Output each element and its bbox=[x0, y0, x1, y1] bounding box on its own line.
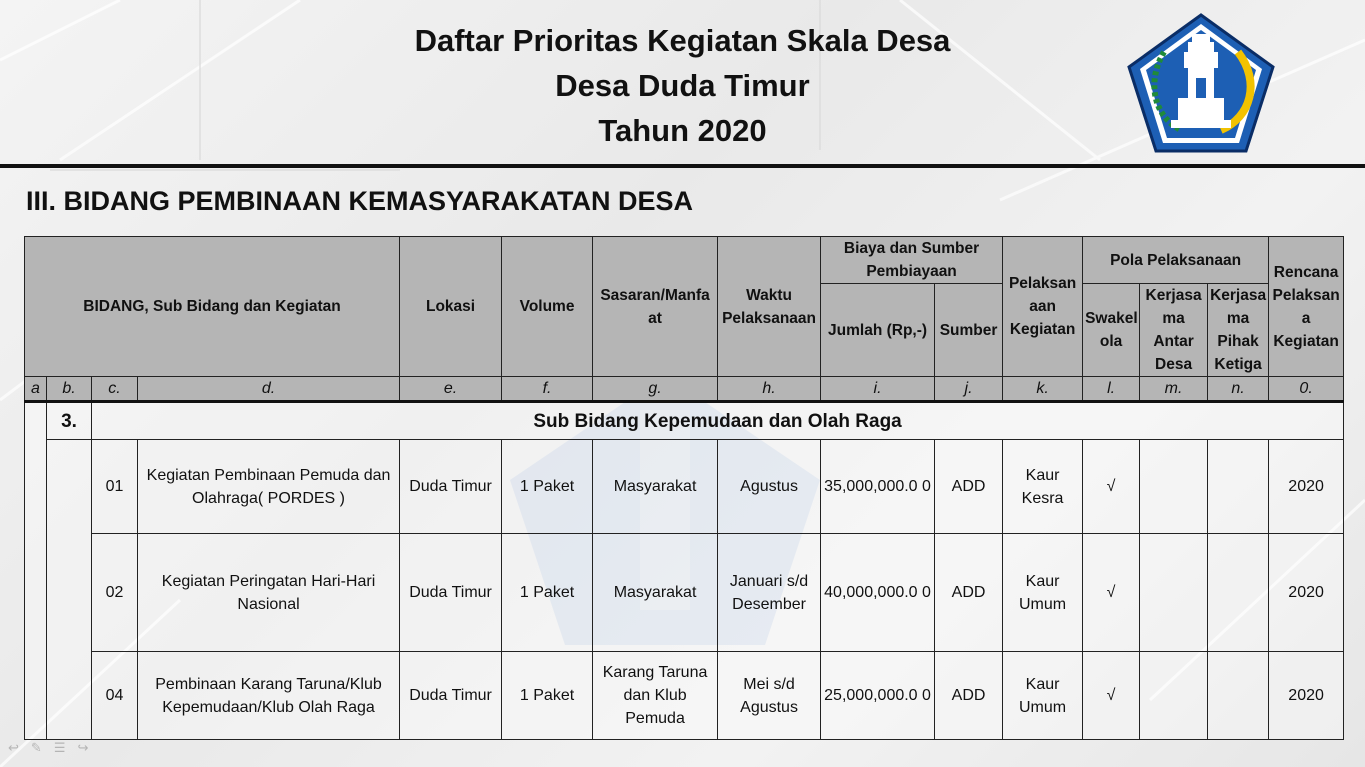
row-waktu: Januari s/d Desember bbox=[718, 534, 821, 652]
header-kerjasama-pihak: Kerjasa ma Pihak Ketiga bbox=[1208, 284, 1269, 377]
header-pola-group: Pola Pelaksanaan bbox=[1083, 237, 1269, 284]
column-letter-row bbox=[25, 377, 1344, 402]
row-volume: 1 Paket bbox=[502, 534, 593, 652]
header-jumlah: Jumlah (Rp,-) bbox=[821, 284, 935, 377]
header-rule bbox=[0, 164, 1365, 168]
prev-slide-icon[interactable]: ↩ bbox=[8, 740, 19, 755]
row-lokasi: Duda Timur bbox=[400, 534, 502, 652]
row-kegiatan: Kegiatan Peringatan Hari-Hari Nasional bbox=[138, 534, 400, 652]
header-bidang: BIDANG, Sub Bidang dan Kegiatan bbox=[25, 237, 400, 377]
regency-emblem-icon bbox=[1126, 12, 1276, 154]
col-b-cell bbox=[47, 440, 92, 740]
row-code: 02 bbox=[92, 534, 138, 652]
row-sasaran: Masyarakat bbox=[593, 534, 718, 652]
row-kerjasama-pihak bbox=[1208, 440, 1269, 534]
row-code: 04 bbox=[92, 652, 138, 740]
row-kerjasama-antar bbox=[1140, 534, 1208, 652]
letter-n: n. bbox=[1208, 377, 1269, 402]
priority-table bbox=[24, 236, 1344, 740]
row-kerjasama-antar bbox=[1140, 440, 1208, 534]
row-sasaran: Karang Taruna dan Klub Pemuda bbox=[593, 652, 718, 740]
row-sumber: ADD bbox=[935, 440, 1003, 534]
row-kegiatan: Pembinaan Karang Taruna/Klub Kepemudaan/Klub Olah Raga bbox=[138, 652, 400, 740]
row-code: 01 bbox=[92, 440, 138, 534]
row-kerjasama-antar bbox=[1140, 652, 1208, 740]
row-volume: 1 Paket bbox=[502, 652, 593, 740]
letter-l: l. bbox=[1083, 377, 1140, 402]
row-kerjasama-pihak bbox=[1208, 534, 1269, 652]
letter-j: j. bbox=[935, 377, 1003, 402]
row-pelaksana: Kaur Kesra bbox=[1003, 440, 1083, 534]
sub-bidang-number: 3. bbox=[47, 402, 92, 440]
row-sumber: ADD bbox=[935, 652, 1003, 740]
header-rencana: Rencana Pelaksan a Kegiatan bbox=[1269, 237, 1344, 377]
row-waktu: Mei s/d Agustus bbox=[718, 652, 821, 740]
row-kerjasama-pihak bbox=[1208, 652, 1269, 740]
row-sasaran: Masyarakat bbox=[593, 440, 718, 534]
row-kegiatan: Kegiatan Pembinaan Pemuda dan Olahraga( PORDES ) bbox=[138, 440, 400, 534]
row-lokasi: Duda Timur bbox=[400, 652, 502, 740]
col-a-cell bbox=[25, 402, 47, 740]
header-line-1: Daftar Prioritas Kegiatan Skala Desa bbox=[414, 23, 951, 58]
menu-icon[interactable]: ☰ bbox=[53, 740, 66, 755]
header-lokasi: Lokasi bbox=[400, 237, 502, 377]
letter-a: a bbox=[25, 377, 47, 402]
header-volume: Volume bbox=[502, 237, 593, 377]
sub-bidang-row bbox=[25, 402, 1344, 440]
header-kerjasama-antar: Kerjasa ma Antar Desa bbox=[1140, 284, 1208, 377]
row-swakelola: √ bbox=[1083, 534, 1140, 652]
letter-g: g. bbox=[593, 377, 718, 402]
header-waktu: Waktu Pelaksanaan bbox=[718, 237, 821, 377]
letter-i: i. bbox=[821, 377, 935, 402]
table-row bbox=[25, 534, 1344, 652]
slide-controls bbox=[8, 740, 88, 756]
letter-h: h. bbox=[718, 377, 821, 402]
row-rencana: 2020 bbox=[1269, 652, 1344, 740]
row-rencana: 2020 bbox=[1269, 440, 1344, 534]
row-swakelola: √ bbox=[1083, 440, 1140, 534]
row-lokasi: Duda Timur bbox=[400, 440, 502, 534]
header-biaya-group: Biaya dan Sumber Pembiayaan bbox=[821, 237, 1003, 284]
letter-c: c. bbox=[92, 377, 138, 402]
row-swakelola: √ bbox=[1083, 652, 1140, 740]
letter-k: k. bbox=[1003, 377, 1083, 402]
header-pelaksana: Pelaksan aan Kegiatan bbox=[1003, 237, 1083, 377]
table-row bbox=[25, 652, 1344, 740]
header-sumber: Sumber bbox=[935, 284, 1003, 377]
row-jumlah: 40,000,000.0 0 bbox=[821, 534, 935, 652]
letter-e: e. bbox=[400, 377, 502, 402]
letter-o: 0. bbox=[1269, 377, 1344, 402]
letter-d: d. bbox=[138, 377, 400, 402]
row-jumlah: 25,000,000.0 0 bbox=[821, 652, 935, 740]
section-title: III. BIDANG PEMBINAAN KEMASYARAKATAN DESA bbox=[26, 186, 694, 216]
letter-m: m. bbox=[1140, 377, 1208, 402]
header-swakelola: Swakel ola bbox=[1083, 284, 1140, 377]
row-pelaksana: Kaur Umum bbox=[1003, 534, 1083, 652]
pen-icon[interactable]: ✎ bbox=[30, 740, 42, 755]
header-line-2: Desa Duda Timur bbox=[555, 68, 810, 103]
table-row bbox=[25, 440, 1344, 534]
sub-bidang-name: Sub Bidang Kepemudaan dan Olah Raga bbox=[92, 402, 1344, 440]
row-waktu: Agustus bbox=[718, 440, 821, 534]
next-slide-icon[interactable]: ↪ bbox=[77, 740, 89, 755]
header-sasaran: Sasaran/Manfa at bbox=[593, 237, 718, 377]
row-jumlah: 35,000,000.0 0 bbox=[821, 440, 935, 534]
header-line-3: Tahun 2020 bbox=[598, 113, 767, 148]
letter-f: f. bbox=[502, 377, 593, 402]
row-sumber: ADD bbox=[935, 534, 1003, 652]
letter-b: b. bbox=[47, 377, 92, 402]
row-volume: 1 Paket bbox=[502, 440, 593, 534]
row-pelaksana: Kaur Umum bbox=[1003, 652, 1083, 740]
row-rencana: 2020 bbox=[1269, 534, 1344, 652]
